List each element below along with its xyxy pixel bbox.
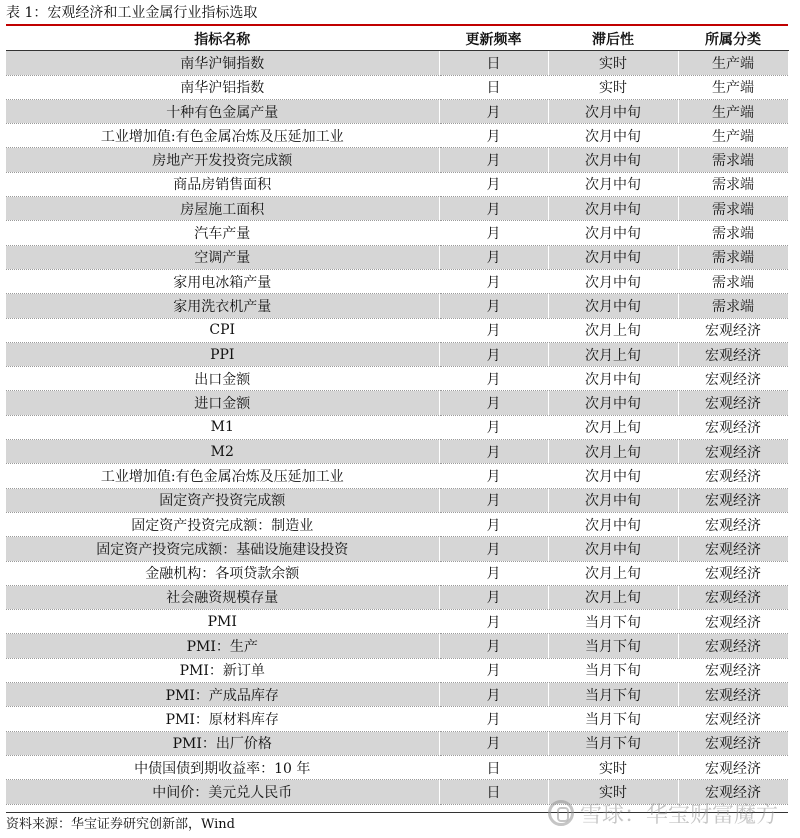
cell-lag: 次月上旬 xyxy=(548,318,678,342)
cell-lag: 次月中旬 xyxy=(548,172,678,196)
cell-category: 宏观经济 xyxy=(678,488,788,512)
header-update-frequency: 更新频率 xyxy=(439,27,548,51)
cell-lag: 次月上旬 xyxy=(548,342,678,366)
table-row xyxy=(6,221,788,245)
cell-update-frequency: 日 xyxy=(439,75,548,99)
cell-lag: 次月上旬 xyxy=(548,440,678,464)
header-category: 所属分类 xyxy=(678,27,788,51)
cell-update-frequency: 月 xyxy=(439,245,548,269)
cell-lag: 次月上旬 xyxy=(548,561,678,585)
cell-lag: 实时 xyxy=(548,755,678,779)
cell-lag: 当月下旬 xyxy=(548,610,678,634)
table-row xyxy=(6,780,788,804)
cell-lag: 实时 xyxy=(548,75,678,99)
cell-update-frequency: 月 xyxy=(439,367,548,391)
table-row xyxy=(6,488,788,512)
cell-category: 宏观经济 xyxy=(678,634,788,658)
cell-lag: 次月中旬 xyxy=(548,245,678,269)
cell-lag: 次月中旬 xyxy=(548,269,678,293)
cell-update-frequency: 月 xyxy=(439,731,548,755)
cell-indicator-name: PMI：生产 xyxy=(6,634,439,658)
cell-indicator-name: 南华沪铜指数 xyxy=(6,51,439,75)
cell-category: 生产端 xyxy=(678,124,788,148)
cell-lag: 次月中旬 xyxy=(548,197,678,221)
cell-category: 宏观经济 xyxy=(678,537,788,561)
cell-lag: 次月中旬 xyxy=(548,148,678,172)
table-row xyxy=(6,245,788,269)
cell-indicator-name: 固定资产投资完成额 xyxy=(6,488,439,512)
watermark-text: 雪球：华宝财富魔方 xyxy=(579,802,778,828)
cell-category: 宏观经济 xyxy=(678,707,788,731)
cell-lag: 次月上旬 xyxy=(548,585,678,609)
cell-category: 宏观经济 xyxy=(678,440,788,464)
table-row xyxy=(6,561,788,585)
cell-lag: 次月中旬 xyxy=(548,537,678,561)
cell-update-frequency: 月 xyxy=(439,99,548,123)
cell-update-frequency: 月 xyxy=(439,124,548,148)
cell-category: 宏观经济 xyxy=(678,731,788,755)
table-row xyxy=(6,610,788,634)
cell-indicator-name: PMI：出厂价格 xyxy=(6,731,439,755)
cell-update-frequency: 月 xyxy=(439,148,548,172)
table-row xyxy=(6,464,788,488)
cell-update-frequency: 日 xyxy=(439,51,548,75)
cell-category: 宏观经济 xyxy=(678,585,788,609)
cell-indicator-name: 房屋施工面积 xyxy=(6,197,439,221)
table-row xyxy=(6,99,788,123)
table-row xyxy=(6,172,788,196)
cell-lag: 实时 xyxy=(548,780,678,804)
cell-lag: 次月中旬 xyxy=(548,124,678,148)
table-row xyxy=(6,269,788,293)
cell-lag: 次月中旬 xyxy=(548,367,678,391)
cell-indicator-name: 南华沪铝指数 xyxy=(6,75,439,99)
table-row xyxy=(6,585,788,609)
cell-update-frequency: 月 xyxy=(439,537,548,561)
table-row xyxy=(6,512,788,536)
cell-indicator-name: 工业增加值:有色金属冶炼及压延加工业 xyxy=(6,124,439,148)
table-row xyxy=(6,197,788,221)
cell-update-frequency: 月 xyxy=(439,440,548,464)
cell-indicator-name: 出口金额 xyxy=(6,367,439,391)
cell-update-frequency: 月 xyxy=(439,610,548,634)
cell-indicator-name: M1 xyxy=(6,415,439,439)
cell-lag: 当月下旬 xyxy=(548,658,678,682)
cell-indicator-name: PMI：原材料库存 xyxy=(6,707,439,731)
cell-update-frequency: 月 xyxy=(439,391,548,415)
source-note: 资料来源：华宝证券研究创新部，Wind xyxy=(6,817,235,832)
cell-category: 宏观经济 xyxy=(678,755,788,779)
table-row xyxy=(6,707,788,731)
cell-indicator-name: CPI xyxy=(6,318,439,342)
cell-update-frequency: 月 xyxy=(439,707,548,731)
cell-indicator-name: 房地产开发投资完成额 xyxy=(6,148,439,172)
header-lag: 滞后性 xyxy=(548,27,678,51)
cell-indicator-name: 金融机构：各项贷款余额 xyxy=(6,561,439,585)
cell-lag: 当月下旬 xyxy=(548,707,678,731)
cell-indicator-name: 中间价：美元兑人民币 xyxy=(6,780,439,804)
cell-category: 宏观经济 xyxy=(678,464,788,488)
cell-indicator-name: 空调产量 xyxy=(6,245,439,269)
cell-category: 宏观经济 xyxy=(678,683,788,707)
cell-update-frequency: 月 xyxy=(439,658,548,682)
cell-category: 宏观经济 xyxy=(678,342,788,366)
cell-category: 宏观经济 xyxy=(678,780,788,804)
cell-lag: 次月上旬 xyxy=(548,415,678,439)
cell-category: 宏观经济 xyxy=(678,391,788,415)
table-row xyxy=(6,75,788,99)
table-body xyxy=(6,51,788,804)
top-rule xyxy=(6,24,788,26)
cell-lag: 次月中旬 xyxy=(548,99,678,123)
cell-lag: 次月中旬 xyxy=(548,488,678,512)
indicator-table xyxy=(6,27,789,805)
cell-lag: 当月下旬 xyxy=(548,731,678,755)
cell-indicator-name: 固定资产投资完成额：制造业 xyxy=(6,512,439,536)
cell-update-frequency: 月 xyxy=(439,197,548,221)
cell-update-frequency: 日 xyxy=(439,755,548,779)
table-row xyxy=(6,391,788,415)
cell-category: 宏观经济 xyxy=(678,658,788,682)
cell-indicator-name: 汽车产量 xyxy=(6,221,439,245)
table-row xyxy=(6,342,788,366)
table-row xyxy=(6,440,788,464)
cell-category: 需求端 xyxy=(678,172,788,196)
table-row xyxy=(6,51,788,75)
cell-lag: 次月中旬 xyxy=(548,221,678,245)
cell-update-frequency: 月 xyxy=(439,561,548,585)
bottom-rule xyxy=(6,812,788,813)
cell-update-frequency: 月 xyxy=(439,172,548,196)
cell-lag: 次月中旬 xyxy=(548,391,678,415)
cell-category: 宏观经济 xyxy=(678,367,788,391)
table-row xyxy=(6,755,788,779)
table-row xyxy=(6,537,788,561)
cell-indicator-name: PPI xyxy=(6,342,439,366)
cell-category: 需求端 xyxy=(678,245,788,269)
cell-indicator-name: 固定资产投资完成额：基础设施建设投资 xyxy=(6,537,439,561)
cell-update-frequency: 月 xyxy=(439,342,548,366)
table-row xyxy=(6,658,788,682)
header-indicator-name: 指标名称 xyxy=(6,27,439,51)
cell-update-frequency: 月 xyxy=(439,683,548,707)
table-row xyxy=(6,124,788,148)
cell-category: 宏观经济 xyxy=(678,610,788,634)
table-caption: 表 1：宏观经济和工业金属行业指标选取 xyxy=(6,5,258,21)
cell-update-frequency: 月 xyxy=(439,269,548,293)
cell-category: 需求端 xyxy=(678,294,788,318)
cell-category: 生产端 xyxy=(678,99,788,123)
table-row xyxy=(6,148,788,172)
cell-indicator-name: 家用洗衣机产量 xyxy=(6,294,439,318)
cell-category: 需求端 xyxy=(678,269,788,293)
cell-indicator-name: PMI xyxy=(6,610,439,634)
cell-category: 生产端 xyxy=(678,51,788,75)
table-row xyxy=(6,367,788,391)
cell-category: 宏观经济 xyxy=(678,318,788,342)
cell-indicator-name: 商品房销售面积 xyxy=(6,172,439,196)
cell-update-frequency: 月 xyxy=(439,294,548,318)
cell-indicator-name: 中债国债到期收益率：10 年 xyxy=(6,755,439,779)
table-header-row xyxy=(6,27,788,51)
cell-update-frequency: 月 xyxy=(439,512,548,536)
cell-update-frequency: 月 xyxy=(439,318,548,342)
cell-update-frequency: 月 xyxy=(439,488,548,512)
cell-category: 宏观经济 xyxy=(678,415,788,439)
cell-update-frequency: 月 xyxy=(439,634,548,658)
cell-lag: 实时 xyxy=(548,51,678,75)
table-row xyxy=(6,415,788,439)
table-row xyxy=(6,683,788,707)
cell-indicator-name: PMI：新订单 xyxy=(6,658,439,682)
cell-indicator-name: 家用电冰箱产量 xyxy=(6,269,439,293)
cell-category: 需求端 xyxy=(678,221,788,245)
cell-category: 需求端 xyxy=(678,148,788,172)
cell-lag: 次月中旬 xyxy=(548,294,678,318)
cell-update-frequency: 月 xyxy=(439,415,548,439)
cell-category: 需求端 xyxy=(678,197,788,221)
cell-category: 生产端 xyxy=(678,75,788,99)
cell-indicator-name: 工业增加值:有色金属冶炼及压延加工业 xyxy=(6,464,439,488)
cell-indicator-name: 社会融资规模存量 xyxy=(6,585,439,609)
cell-category: 宏观经济 xyxy=(678,561,788,585)
cell-category: 宏观经济 xyxy=(678,512,788,536)
cell-indicator-name: PMI：产成品库存 xyxy=(6,683,439,707)
cell-update-frequency: 月 xyxy=(439,464,548,488)
cell-lag: 次月中旬 xyxy=(548,464,678,488)
table-row xyxy=(6,294,788,318)
cell-update-frequency: 月 xyxy=(439,585,548,609)
cell-update-frequency: 日 xyxy=(439,780,548,804)
cell-lag: 次月中旬 xyxy=(548,512,678,536)
cell-update-frequency: 月 xyxy=(439,221,548,245)
table-row xyxy=(6,731,788,755)
table-row xyxy=(6,318,788,342)
cell-lag: 当月下旬 xyxy=(548,634,678,658)
cell-indicator-name: 十种有色金属产量 xyxy=(6,99,439,123)
cell-indicator-name: 进口金额 xyxy=(6,391,439,415)
table-row xyxy=(6,634,788,658)
cell-lag: 当月下旬 xyxy=(548,683,678,707)
cell-indicator-name: M2 xyxy=(6,440,439,464)
